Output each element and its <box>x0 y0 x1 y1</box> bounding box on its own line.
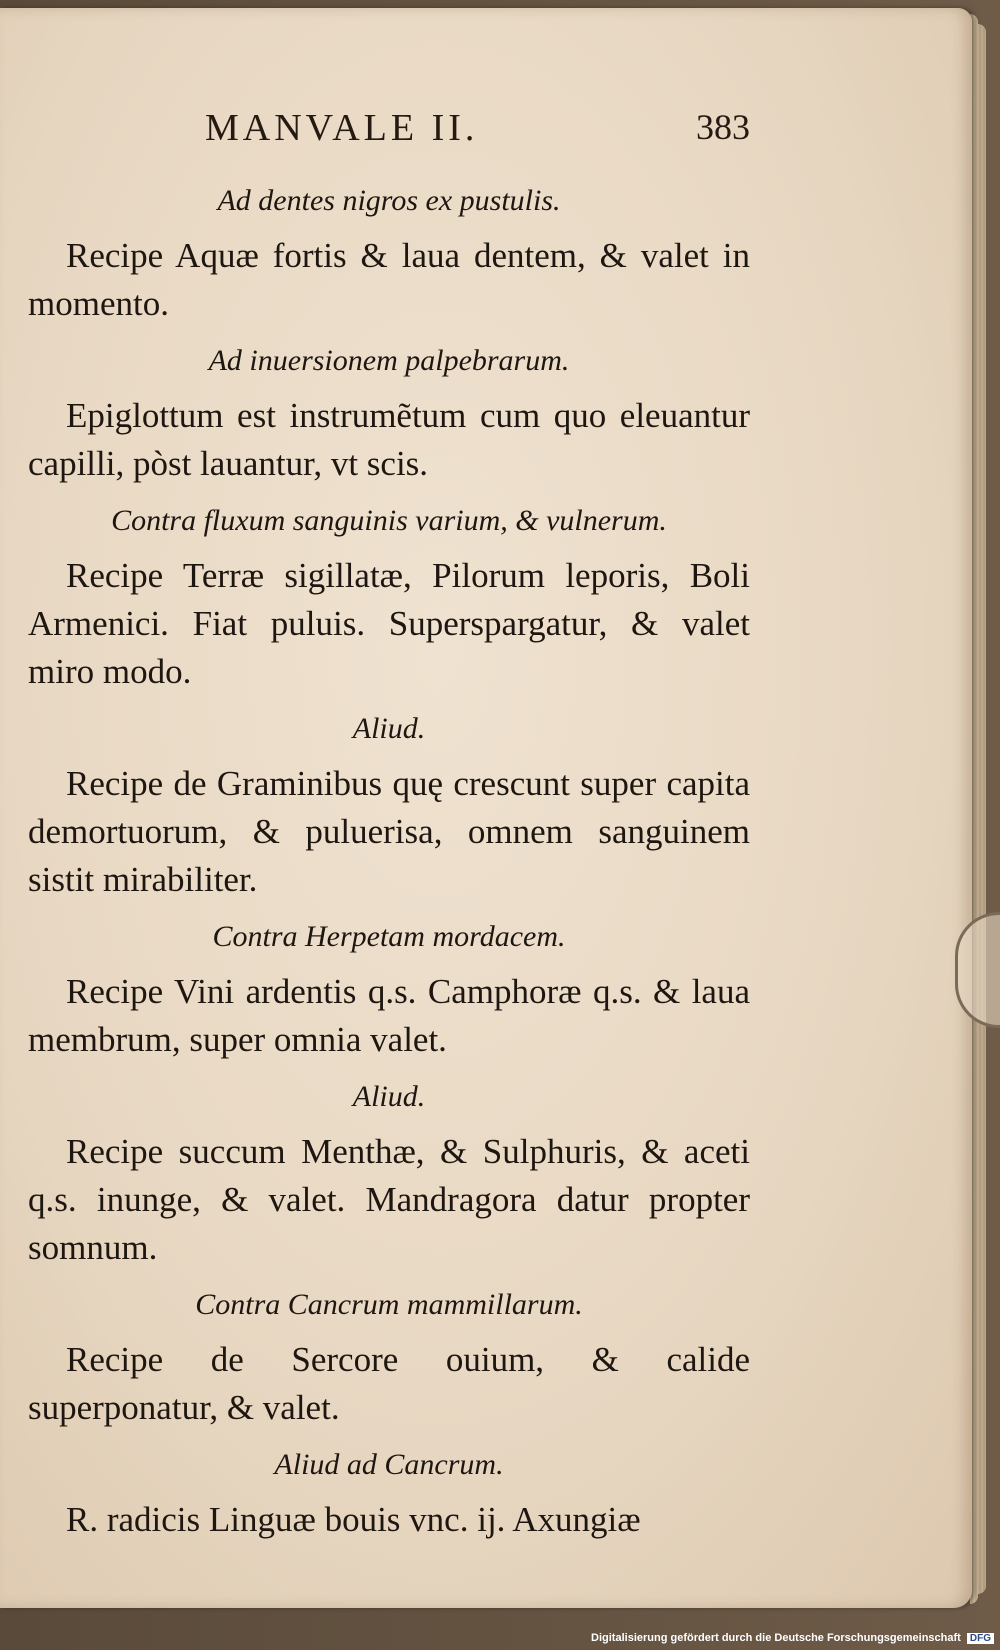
section-heading: Ad dentes nigros ex pustulis. <box>217 184 561 217</box>
section-heading: Aliud ad Cancrum. <box>274 1448 504 1481</box>
running-title: MANVALE II. <box>205 107 479 149</box>
section-heading: Contra Cancrum mammillarum. <box>195 1288 583 1321</box>
section-heading: Contra Herpetam mordacem. <box>212 920 566 953</box>
section-heading: Contra fluxum sanguinis varium, & vulnerum. <box>111 504 667 537</box>
digitization-credit <box>591 1632 994 1644</box>
recipe-paragraph: Epiglottum est instrumẽtum cum quo eleuantur capilli, pòst lauantur, vt scis. <box>28 396 750 483</box>
section-heading: Ad inuersionem palpebrarum. <box>208 344 570 377</box>
recipe-paragraph: Recipe Aquæ fortis & laua dentem, & valet in momento. <box>28 236 750 323</box>
credit-text: Digitalisierung gefördert durch die Deutsche Forschungsgemeinschaft <box>591 1632 961 1644</box>
section-heading: Aliud. <box>352 712 426 745</box>
recipe-paragraph: Recipe Terræ sigillatæ, Pilorum leporis, Boli Armenici. Fiat puluis. Superspargatur, & valet miro modo. <box>28 556 750 691</box>
book-page <box>0 8 972 1608</box>
page-edge <box>978 24 986 1594</box>
recipe-paragraph: R. radicis Linguæ bouis vnc. ij. Axungiæ <box>66 1500 641 1539</box>
section-heading: Aliud. <box>352 1080 426 1113</box>
recipe-paragraph: Recipe succum Menthæ, & Sulphuris, & aceti q.s. inunge, & valet. Mandragora datur propter somnum. <box>28 1132 750 1267</box>
dfg-logo: DFG <box>967 1633 994 1644</box>
recipe-paragraph: Recipe Vini ardentis q.s. Camphoræ q.s. & laua membrum, super omnia valet. <box>28 972 750 1059</box>
recipe-paragraph: Recipe de Graminibus quę crescunt super capita demortuorum, & puluerisa, omnem sanguinem sistit mirabiliter. <box>28 764 750 899</box>
recipe-paragraph: Recipe de Sercore ouium, & calide superponatur, & valet. <box>28 1340 750 1427</box>
page-header <box>205 106 750 156</box>
page-number: 383 <box>696 107 750 147</box>
page-text <box>28 168 750 1544</box>
